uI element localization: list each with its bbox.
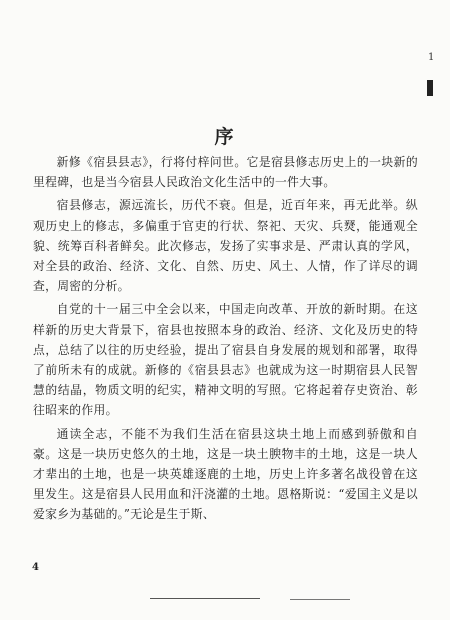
paragraph-1: 新修《宿县县志》，行将付梓问世。它是宿县修志历史上的一块新的里程碑，也是当今宿县人民政治文化生活中的一件大事。 [33,155,418,190]
paragraph-3: 自党的十一届三中全会以来，中国走向改革、开放的新时期。在这样新的历史大背景下，宿县也按照本身的政治、经济、文化及历史的特点，总结了以往的历史经验，提出了宿县自身发展的规划和部署，取得了前所未有的成就。新修的《宿县县志》也就成为这一时期宿县人民智慧的结晶，物质文明的纪实，精神文明的写照。它将起着存史资治、彰往昭来的作用。 [33,302,418,418]
paragraph-4: 通读全志，不能不为我们生活在宿县这块土地上而感到骄傲和自豪。这是一块历史悠久的土地，这是一块土腴物丰的土地，这是一块人才辈出的土地，也是一块英雄逐鹿的土地，历史上许多著名战役曾在这里发生。这是宿县人民用血和汗浇灌的土地。恩格斯说：“爱国主义是以爱家乡为基础的。”无论是生于斯、 [33,426,418,522]
paragraph-2: 宿县修志，源远流长，历代不衰。但是，近百年来，再无此举。纵观历史上的修志，多偏重于官吏的行状、祭祀、天灾、兵燹，能通观全貌、统筹百科者鲜矣。此次修志，发扬了实事求是、严肃认真的学风，对全县的政治、经济、文化、自然、历史、风土、人情，作了详尽的调查，周密的分析。 [33,198,418,294]
bottom-page-number: 4 [32,562,39,573]
page-title: 序 [214,126,236,148]
footer-rule [150,598,260,599]
body-text [33,152,418,528]
top-page-number: 1 [428,52,435,63]
edge-mark [427,80,433,96]
footer-rule-secondary [290,599,350,600]
